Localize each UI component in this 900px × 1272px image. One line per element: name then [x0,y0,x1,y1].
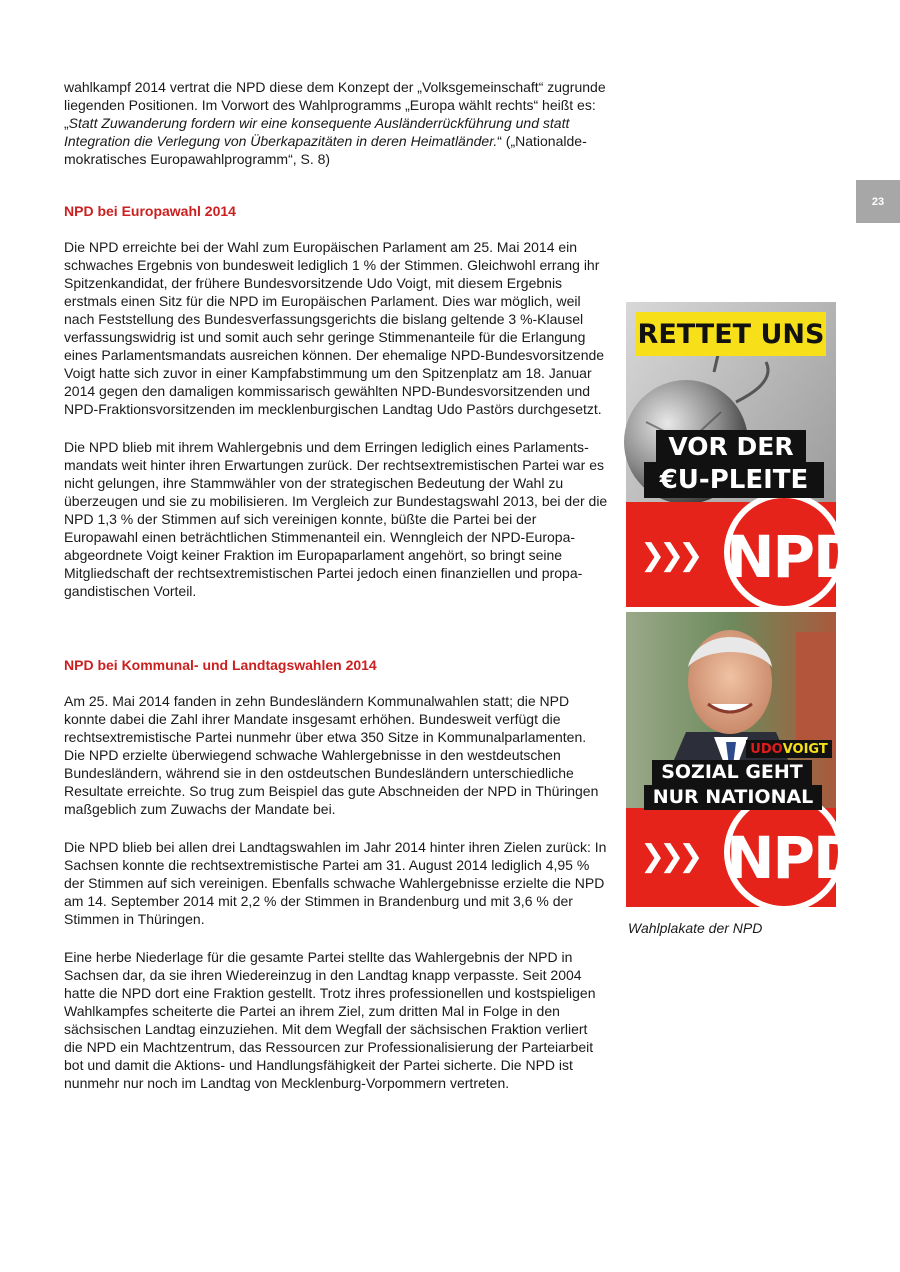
chevrons-icon: ❯❯❯ [640,538,698,573]
section-heading-europawahl: NPD bei Europawahl 2014 [64,203,236,219]
poster-euro-pleite [626,302,860,607]
poster-text-udo-voigt: UDO VOIGT [746,740,832,758]
poster-text-rettet-uns: RETTET UNS [636,312,826,356]
npd-logo: NPD [726,523,860,591]
chevrons-icon: ❯❯❯ [640,839,698,874]
section1-paragraph-1: Die NPD erreichte bei der Wahl zum Europäischen Parlament am 25. Mai 2014 ein schwaches Ergebnis von bundesweit lediglich 1 % der Stimmen. Gleichwohl errang ihr Spitzenkandidat, der frühere Bundesvorsitzende Udo Voigt, mit diesem Ergebnis erstmals einen Sitz für die NPD im Europäischen Parlament. Dies war möglich, weil nach Feststellung des Bundesverfassungsgerichts die bislang geltende 3 %-Klausel verfassungswidrig ist und somit auch sehr geringe Stimmenanteile für die Erlangung eines Parlamentsmandats ausreichen können. Der ehemalige NPD-Bundesvorsitzende Voigt hatte sich zuvor in einer Kampfabstimmung um den Spitzenplatz am 18. Januar 2014 gegen den damaligen kommissarisch gewählten NPD-Bundesvorsitzenden und NPD-Fraktionsvorsitzenden im mecklenburgischen Landtag Udo Pastörs durchgesetzt. [64,239,605,417]
poster-udo-voigt [626,612,860,907]
poster-text-nur-national: NUR NATIONAL [644,785,822,810]
section2-paragraph-3: Eine herbe Niederlage für die gesamte Partei stellte das Wahlergebnis der NPD in Sachsen dar, da sie ihren Wiedereinzug in den Landtag knapp verpasste. Seit 2004 hatte die NPD dort eine Fraktion gestellt. Trotz ihres professionellen und kostspieligen Wahlkampfes scheiterte die Partei an ihrem Ziel, zum dritten Mal in Folge in den sächsischen Landtag einzuziehen. Mit dem Wegfall der sächsischen Fraktion verliert die NPD ein Machtzentrum, das Ressourcen zur Professionalisierung der Parteiarbeit bot und damit die Aktions- und Handlungsfähigkeit der Partei sicherte. Die NPD ist nunmehr nur noch im Landtag von Mecklenburg-Vorpommern vertreten. [64,949,596,1091]
section2-paragraph-1: Am 25. Mai 2014 fanden in zehn Bundesländern Kommunalwahlen statt; die NPD konnte dabei die Zahl ihrer Mandate insgesamt erhöhen. Bundesweit verfügt die rechtsextremistische Partei nunmehr über etwa 350 Sitze in Kommunalparlamenten. Die NPD erzielte überwiegend schwache Wahlergebnisse in den westdeutschen Bundesländern, während sie in den ostdeutschen Bundesländern unterschiedliche Resultate erreichte. So trug zum Beispiel das gute Abschneiden der NPD in Thüringen maßgeblich zum Zuwachs der Mandate bei. [64,693,599,817]
page-number-tab [856,180,900,223]
section1-paragraph-2: Die NPD blieb mit ihrem Wahlergebnis und dem Erringen lediglich eines Parlamentsmandats weit hinter ihren Erwartungen zurück. Der rechtsextremistischen Partei war es nicht gelungen, ihre Stammwähler von der strategischen Bedeutung der Wahl zu überzeugen und sie zu mobilisieren. Im Vergleich zur Bundestagswahl 2013, bei der die NPD 1,3 % der Stimmen auf sich vereinigen konnte, büßte die Partei bei der Europawahl einen beträchtlichen Stimmenanteil ein. Wenngleich der NPD-Europaabgeordnete Voigt keiner Fraktion im Europaparlament angehört, so bringt seine Mitgliedschaft der rechtsextremistischen Partei jedoch einen finanziellen und propagandistischen Vorteil. [64,439,608,599]
page-number: 23 [871,195,885,208]
poster-text-eu-pleite: €U-PLEITE [644,462,824,498]
section-heading-kommunalwahlen: NPD bei Kommunal- und Landtagswahlen 2014 [64,657,377,673]
intro-quote: Statt Zuwanderung fordern wir eine konsequente Ausländerrückführung und statt Integration die Verlegung von Überkapazitäten in deren Heimatländer. [64,115,570,149]
poster-text-vor-der: VOR DER [656,430,806,462]
main-text-column [64,78,609,1092]
section2-paragraph-2: Die NPD blieb bei allen drei Landtagswahlen im Jahr 2014 hinter ihren Zielen zurück: In Sachsen konnte die rechtsextremistische Partei am 31. August 2014 lediglich 4,95 % der Stimmen auf sich vereinigen. Ebenfalls schwache Wahlergebnisse erzielte die NPD am 14. September 2014 mit 2,2 % der Stimmen in Brandenburg und mit 3,6 % der Stimmen in Thüringen. [64,839,607,927]
npd-logo: NPD [726,824,860,892]
poster-text-sozial-geht: SOZIAL GEHT [652,760,812,785]
image-caption: Wahlplakate der NPD [628,920,763,936]
intro-paragraph: wahlkampf 2014 vertrat die NPD diese dem Konzept der „Volksgemeinschaft“ zugrunde liegenden Positionen. Im Vorwort des Wahlprogramms „Europa wählt rechts“ heißt es: „Statt Zuwanderung fordern wir eine konsequente Ausländerrückführung und statt Integration die Verlegung von Überkapazitäten in deren Heimatländer.“ („Nationaldemokratisches Europawahlprogramm“, S. 8) [64,79,606,167]
